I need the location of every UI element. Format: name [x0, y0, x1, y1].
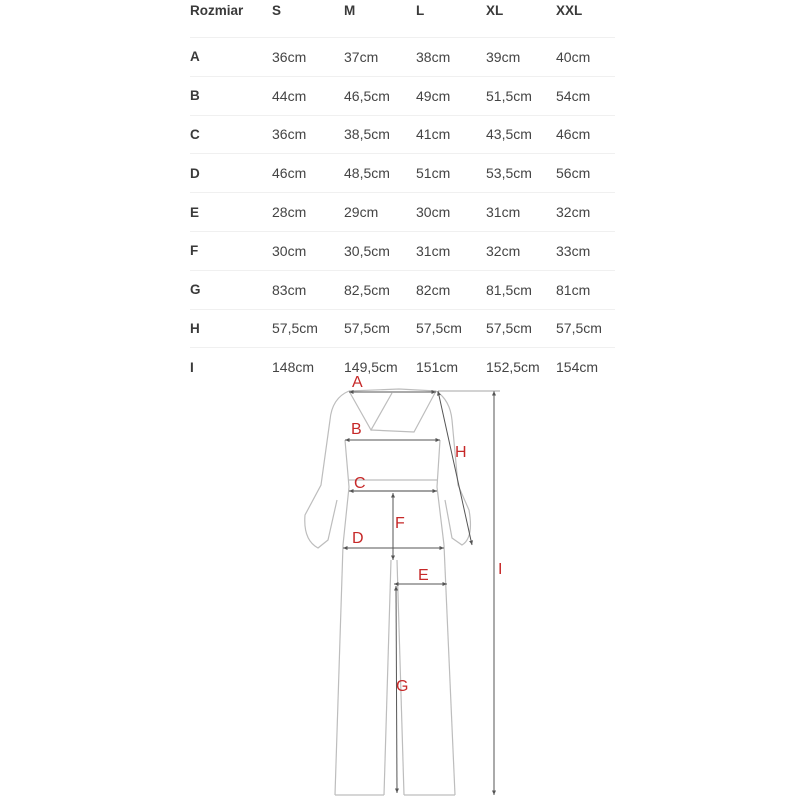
table-cell: 48,5cm: [344, 154, 416, 193]
table-cell: 51,5cm: [486, 76, 556, 115]
table-cell: 30,5cm: [344, 231, 416, 270]
table-cell: 57,5cm: [272, 309, 344, 348]
table-cell: 51cm: [416, 154, 486, 193]
table-cell: 31cm: [416, 231, 486, 270]
label-b: B: [351, 421, 362, 438]
table-cell: 49cm: [416, 76, 486, 115]
table-cell: 39cm: [486, 38, 556, 77]
table-cell: 53,5cm: [486, 154, 556, 193]
table-cell: 32cm: [486, 231, 556, 270]
label-g: G: [396, 678, 409, 695]
header-s: S: [272, 0, 344, 38]
measure-line-h: [438, 391, 472, 545]
label-c: C: [354, 475, 366, 492]
label-a: A: [352, 374, 363, 391]
table-cell: 54cm: [556, 76, 615, 115]
table-cell: 30cm: [272, 231, 344, 270]
table-cell: 57,5cm: [344, 309, 416, 348]
table-cell: 148cm: [272, 359, 315, 376]
header-xl: XL: [486, 0, 556, 38]
row-label: I: [190, 359, 194, 375]
header-size: Rozmiar: [190, 0, 272, 38]
table-cell: 33cm: [556, 231, 615, 270]
table-cell: 36cm: [272, 38, 344, 77]
header-xxl: XXL: [556, 0, 615, 38]
label-h: H: [455, 444, 467, 461]
label-f: F: [395, 515, 405, 532]
table-cell: 57,5cm: [556, 309, 615, 348]
table-cell: 56cm: [556, 154, 615, 193]
table-cell: 41cm: [416, 115, 486, 154]
row-label: A: [190, 38, 272, 77]
jumpsuit-outline: [305, 389, 471, 795]
table-cell: 44cm: [272, 76, 344, 115]
table-cell: 46cm: [556, 115, 615, 154]
label-e: E: [418, 567, 429, 584]
table-cell: 38cm: [416, 38, 486, 77]
label-i: I: [498, 561, 503, 578]
table-cell: 83cm: [272, 270, 344, 309]
table-cell: 154cm: [556, 359, 599, 376]
table-cell: 32cm: [556, 193, 615, 232]
table-cell: 28cm: [272, 193, 344, 232]
table-cell: 30cm: [416, 193, 486, 232]
table-cell: 82,5cm: [344, 270, 416, 309]
table-cell: 82cm: [416, 270, 486, 309]
table-cell: 29cm: [344, 193, 416, 232]
table-cell: 43,5cm: [486, 115, 556, 154]
measurement-lines: [343, 391, 503, 795]
label-d: D: [352, 530, 364, 547]
header-l: L: [416, 0, 486, 38]
header-m: M: [344, 0, 416, 38]
table-cell: 46cm: [272, 154, 344, 193]
row-label: B: [190, 76, 272, 115]
row-label: E: [190, 193, 272, 232]
table-cell: 37cm: [344, 38, 416, 77]
table-cell: 152,5cm: [486, 359, 540, 376]
table-cell: 38,5cm: [344, 115, 416, 154]
table-cell: 57,5cm: [486, 309, 556, 348]
table-cell: 57,5cm: [416, 309, 486, 348]
row-label: D: [190, 154, 272, 193]
table-cell: 36cm: [272, 115, 344, 154]
table-cell: 149,5cm: [344, 359, 398, 376]
row-label: G: [190, 270, 272, 309]
row-label: H: [190, 309, 272, 348]
row-label: C: [190, 115, 272, 154]
row-label: F: [190, 231, 272, 270]
table-cell: 81cm: [556, 270, 615, 309]
table-cell: 81,5cm: [486, 270, 556, 309]
table-cell: 46,5cm: [344, 76, 416, 115]
measurement-labels: [351, 374, 502, 695]
table-cell: 31cm: [486, 193, 556, 232]
table-cell: 151cm: [416, 359, 459, 376]
table-cell: 40cm: [556, 38, 615, 77]
